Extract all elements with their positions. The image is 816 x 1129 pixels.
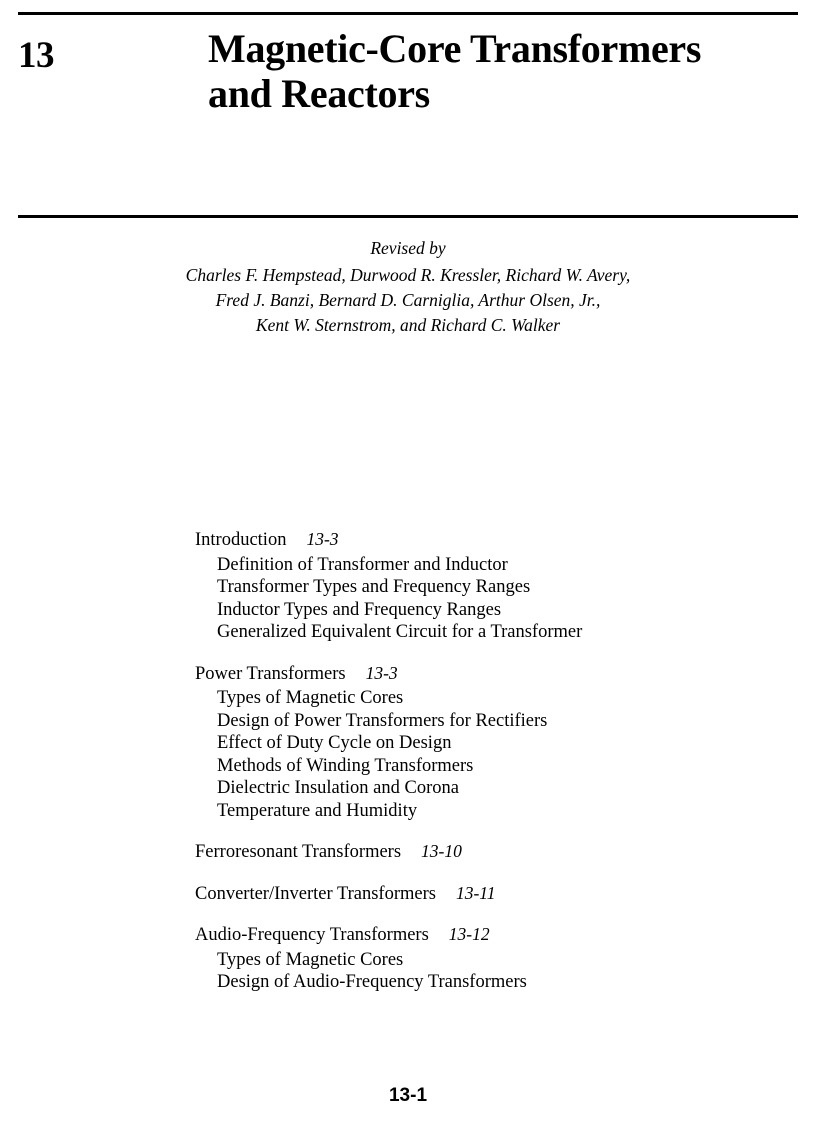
toc-subentry[interactable]: Generalized Equivalent Circuit for a Transformer <box>217 622 583 642</box>
toc-entry[interactable] <box>195 840 755 864</box>
toc-entry-page: 13-3 <box>306 529 339 549</box>
page-number: 13-1 <box>388 1085 428 1106</box>
toc-entry[interactable] <box>195 882 755 906</box>
toc-subentry[interactable]: Types of Magnetic Cores <box>217 688 404 708</box>
revised-by-label: Revised by <box>370 238 446 258</box>
toc-entry-label: Ferroresonant Transformers <box>195 842 402 862</box>
toc-sublist <box>217 949 755 994</box>
toc-subentry[interactable]: Temperature and Humidity <box>217 800 418 821</box>
toc-subentry[interactable]: Design of Audio-Frequency Transformers <box>217 972 527 992</box>
toc-entry-label: Introduction <box>195 530 287 550</box>
toc-entry-page: 13-10 <box>421 841 462 861</box>
toc-entry[interactable] <box>195 662 755 686</box>
toc-group <box>195 923 755 994</box>
toc-group <box>195 528 755 644</box>
toc-entry-page: 13-12 <box>448 924 490 944</box>
toc-entry-label: Power Transformers <box>195 663 346 684</box>
table-of-contents <box>195 528 755 994</box>
toc-subentry[interactable]: Definition of Transformer and Inductor <box>217 554 508 575</box>
toc-sublist <box>217 687 755 822</box>
toc-group <box>195 882 755 906</box>
author-line: Charles F. Hempstead, Durwood R. Kressler, Richard W. Avery, <box>185 265 631 285</box>
header-divider-rule <box>18 215 798 218</box>
toc-subentry[interactable]: Methods of Winding Transformers <box>217 755 474 776</box>
chapter-number: 13 <box>18 35 54 76</box>
author-line: Fred J. Banzi, Bernard D. Carniglia, Arthur Olsen, Jr., <box>215 290 601 310</box>
toc-subentry[interactable]: Effect of Duty Cycle on Design <box>217 733 452 753</box>
toc-group <box>195 662 755 823</box>
toc-subentry[interactable]: Inductor Types and Frequency Ranges <box>217 599 502 620</box>
toc-subentry[interactable]: Design of Power Transformers for Rectifiers <box>217 710 548 731</box>
toc-entry[interactable] <box>195 923 755 947</box>
byline-block <box>18 236 798 338</box>
chapter-title: Magnetic-Core Transformers and Reactors <box>208 26 702 116</box>
author-line: Kent W. Sternstrom, and Richard C. Walker <box>255 315 561 335</box>
toc-entry-label: Audio-Frequency Transformers <box>195 925 429 945</box>
toc-entry-label: Converter/Inverter Transformers <box>195 883 436 904</box>
toc-subentry[interactable]: Types of Magnetic Cores <box>217 949 404 970</box>
toc-group <box>195 840 755 864</box>
top-rule <box>18 12 798 15</box>
toc-subentry[interactable]: Dielectric Insulation and Corona <box>217 778 459 798</box>
chapter-header <box>18 26 798 211</box>
toc-entry-page: 13-11 <box>455 882 496 903</box>
toc-sublist <box>217 554 755 644</box>
toc-entry[interactable] <box>195 528 755 552</box>
toc-subentry[interactable]: Transformer Types and Frequency Ranges <box>217 577 531 597</box>
toc-entry-page: 13-3 <box>365 662 398 683</box>
